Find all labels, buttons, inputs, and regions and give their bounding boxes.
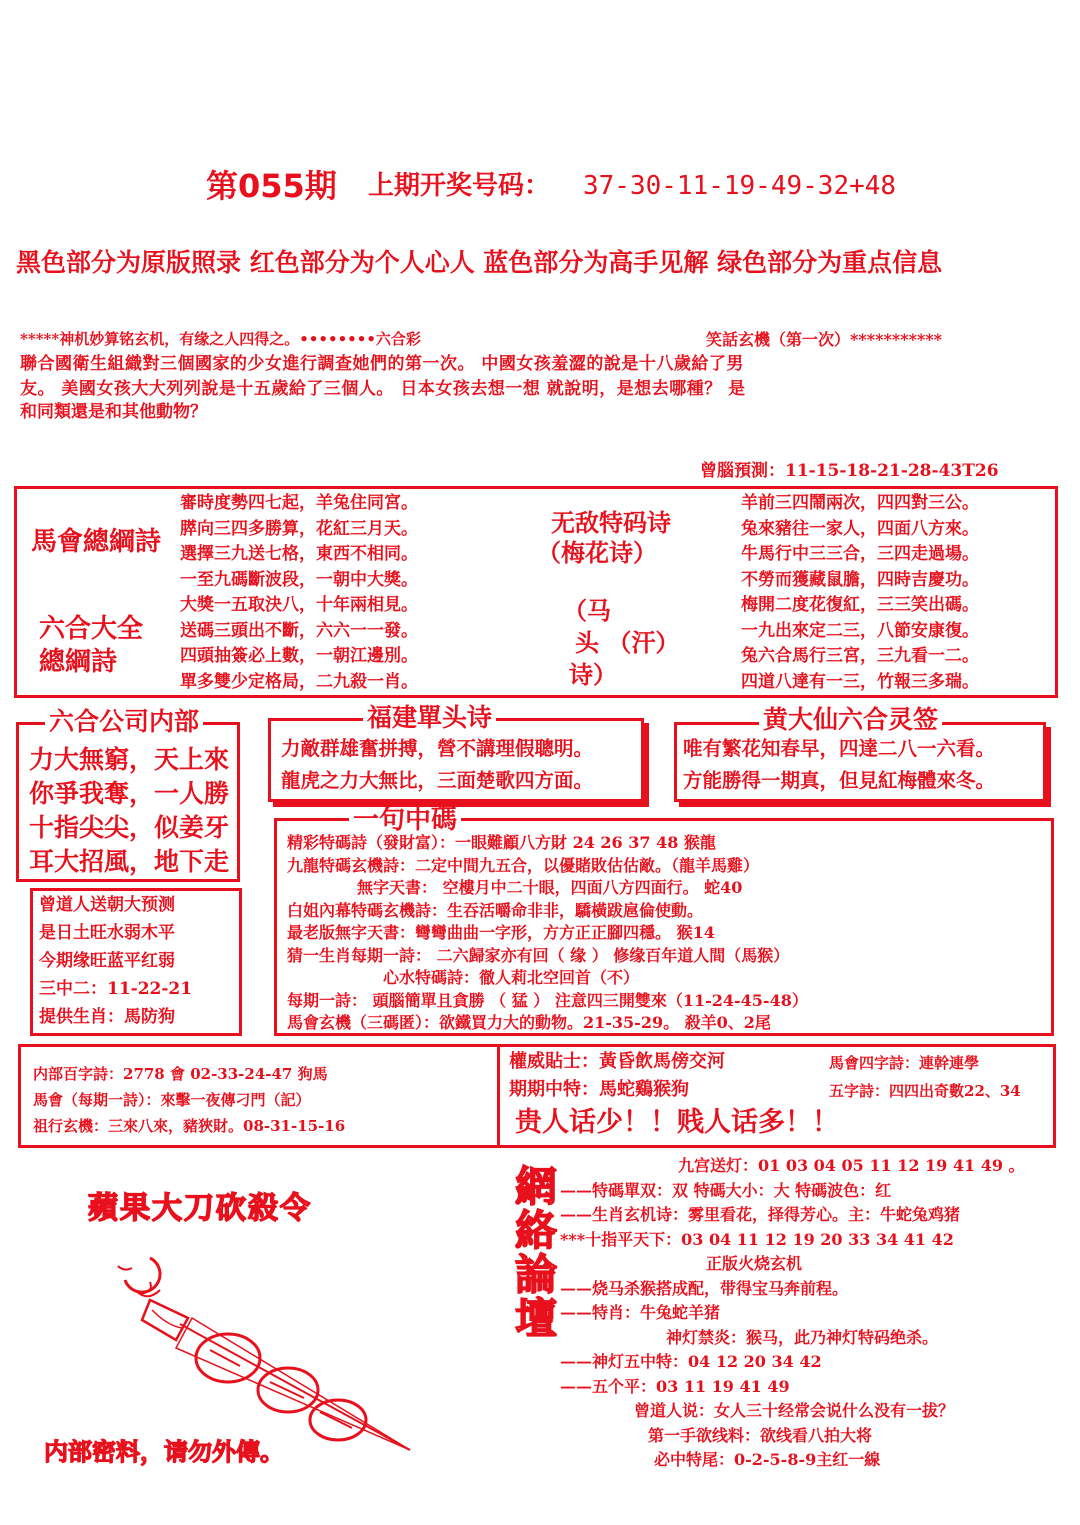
poem-left-line: 一至九碼斷波段，一朝中大獎。 xyxy=(180,569,418,590)
yiju-line: 精彩特碼詩（發財富）：一眼難顧八方財 24 26 37 48 猴龍 xyxy=(287,833,716,852)
forum-line: ——神灯五中特：04 12 20 34 42 xyxy=(560,1352,822,1371)
company-box xyxy=(16,707,240,882)
fujian-lines xyxy=(281,739,593,803)
forum-line: 必中特尾：0-2-5-8-9主红一線 xyxy=(654,1450,881,1469)
fujian-line: 力敵群雄奮拼搏，營不講理假聰明。 xyxy=(281,737,594,760)
poem-left-line: 膵向三四多勝算，花紅三月天。 xyxy=(180,518,418,539)
huangdaxian-lines xyxy=(683,739,995,803)
last-draw-numbers: 37-30-11-19-49-32+48 xyxy=(583,171,897,201)
poem-right xyxy=(741,495,979,699)
lower-right-fiveword: 五字詩：四四出奇數22、34 xyxy=(829,1082,1021,1100)
joke-line4: 和同類還是和其他動物？ xyxy=(20,402,207,422)
forum-line: 曾道人说：女人三十经常会说什么没有一拔？ xyxy=(634,1401,955,1420)
title-liuhe-b: 總綱詩 xyxy=(39,647,118,677)
poem-right-line: 羊前三四鬧兩次，四四對三公。 xyxy=(741,493,979,513)
company-line: 十指尖尖，似姜牙 xyxy=(29,813,230,842)
title-meihua: （梅花诗） xyxy=(537,538,657,567)
lower-right-slogan: 贵人话少！！贱人话多！！ xyxy=(515,1107,839,1138)
poem-right-line: 兔來豬往一家人，四面八方來。 xyxy=(741,518,979,539)
joke-line3: 友。 美國女孩大大列列說是十五歲給了三個人。 日本女孩去想一想 就說明，是想去哪種？ 是 xyxy=(20,379,746,399)
company-lines xyxy=(29,747,229,883)
joke-line1-prefix: *****神机妙算铭玄机，有缘之人四得之。••••••••六合彩 xyxy=(20,330,421,348)
poem-left-line: 送碼三頭出不斷，六六一一發。 xyxy=(180,620,418,641)
forecast: 曾腦預測：11-15-18-21-28-43T26 xyxy=(700,461,999,481)
company-line: 你爭我奪，一人勝 xyxy=(29,779,230,808)
apple-title: 蘋果大刀砍殺令 xyxy=(88,1191,312,1226)
yiju-line: 馬會玄機（三碼匿）：欲鐵買力大的動物。21-35-29。 殺羊0、2尾 xyxy=(287,1013,771,1032)
title-ma-3: 诗） xyxy=(569,660,617,689)
apple-bottom: 内部密料，请勿外傳。 xyxy=(44,1437,284,1466)
lower-left-line2: 馬會（每期一詩）：來擊一夜傳刁門（記） xyxy=(33,1091,311,1109)
poem-right-line: 四道八達有一三，竹報三多瑞。 xyxy=(741,671,979,692)
poem-right-line: 一九出來定二三，八節安康復。 xyxy=(741,620,979,641)
fujian-line: 龍虎之力大無比，三面楚歌四方面。 xyxy=(281,769,594,792)
issue-number: 第055期 xyxy=(206,167,337,205)
huangdaxian-line: 唯有繁花知春早，四達二八一六看。 xyxy=(683,737,996,760)
forum-line: 九宫送灯：01 03 04 05 11 12 19 41 49 。 xyxy=(678,1156,1025,1175)
forum-line: ***十指平天下：03 04 11 12 19 20 33 34 41 42 xyxy=(560,1229,954,1249)
poem-right-line: 牛馬行中三三合，三四走過場。 xyxy=(741,544,979,564)
lower-right-tips: 權威貼士：黃昏飲馬傍交河 xyxy=(509,1051,725,1072)
forum-line: ——生肖玄机诗：雾里看花，择得芳心。主：牛蛇兔鸡猪 xyxy=(560,1205,961,1224)
company-title: 六合公司内部 xyxy=(45,709,203,734)
lower-right-fourword: 馬會四字詩：連幹連學 xyxy=(829,1054,980,1072)
yiju-lines xyxy=(287,835,808,1038)
yiju-line: 猜一生肖每期一詩： 二六歸家亦有回（ 缘 ） 修缘百年道人間（馬猴） xyxy=(287,945,790,965)
poem-left-line: 選擇三九送七格，東西不相同。 xyxy=(180,544,418,564)
yiju-line: 無字天書： 空樓月中二十眼，四面八方四面行。 蛇40 xyxy=(357,878,743,897)
title-ma-2: 头 （汗） xyxy=(575,628,680,657)
huangdaxian-title: 黄大仙六合灵签 xyxy=(759,707,942,732)
forum-line: ——特肖：牛兔蛇羊猪 xyxy=(560,1303,721,1322)
yiju-box xyxy=(274,805,1054,1036)
forum-line: ——特碼單双：双 特碼大小：大 特碼波色：红 xyxy=(560,1180,892,1200)
poem-left-line: 四頭抽簽必上數，一朝江邊別。 xyxy=(180,646,418,666)
lower-box xyxy=(18,1044,1056,1148)
forum-title: 網絡論壇 xyxy=(509,1164,558,1340)
fujian-title: 福建單头诗 xyxy=(363,705,496,730)
lower-left-line1: 内部百字詩：2778 會 02-33-24-47 狗馬 xyxy=(33,1065,328,1083)
lower-divider xyxy=(497,1047,500,1145)
yiju-line: 九龍特碼玄機詩：二定中間九五合，以優賭敗估估敵。（龍羊馬雞） xyxy=(287,855,760,875)
yiju-line: 白姐內幕特碼玄機詩：生吞活嚼命非非，驕橫跋扈倫使動。 xyxy=(287,900,704,920)
zengdao-line: 今期缘旺蓝平红弱 xyxy=(39,951,175,971)
lower-left-line3: 祖行玄機：三來八來，豬狹財。08-31-15-16 xyxy=(33,1117,346,1135)
poem-left-line: 大獎一五取決八，十年兩相見。 xyxy=(180,595,418,615)
poem-left xyxy=(180,495,418,699)
forum-line: ——烧马杀猴搭成配，带得宝马奔前程。 xyxy=(560,1278,849,1298)
zengdao-line: 是日土旺水弱木平 xyxy=(39,923,175,943)
company-line: 力大無窮，天上來 xyxy=(29,745,230,774)
zengdao-line: 三中二：11-22-21 xyxy=(39,979,193,999)
main-poem-box xyxy=(14,486,1058,698)
title-mahui-poem: 馬會總綱詩 xyxy=(31,527,162,557)
title-liuhe-a: 六合大全 xyxy=(39,614,144,644)
title-wudi: 无敌特码诗 xyxy=(551,508,671,537)
forum-line: 神灯禁炎：猴马，此乃神灯特码绝杀。 xyxy=(666,1327,939,1347)
yiju-title: 一句中碼 xyxy=(349,807,461,833)
yiju-line: 每期一詩： 頭腦簡單且貪勝 （ 猛 ） 注意四三開雙來（11-24-45-48） xyxy=(287,990,808,1010)
yiju-line: 最老版無字天書：彎彎曲曲一字形，方方正正腳四穩。 猴14 xyxy=(287,923,715,942)
zengdao-line: 曾道人送朝大预测 xyxy=(39,895,175,915)
forum-line: 第一手欲线料：欲线看八拍大将 xyxy=(648,1425,873,1445)
zengdao-line: 提供生肖：馬防狗 xyxy=(39,1007,175,1027)
joke-line2: 聯合國衛生組織對三個國家的少女進行調查她們的第一次。 中國女孩羞澀的說是十八歲給了男 xyxy=(20,354,744,374)
huangdaxian-line: 方能勝得一期真，但見紅梅體來冬。 xyxy=(683,769,996,792)
poem-right-line: 兔六合馬行三宮，三九看一二。 xyxy=(741,646,979,666)
zengdao-box xyxy=(30,888,242,1036)
fujian-box xyxy=(268,703,644,802)
forum-line: ——五个平：03 11 19 41 49 xyxy=(560,1376,790,1396)
last-draw-label: 上期开奖号码： xyxy=(368,171,551,201)
yiju-line: 心水特碼詩：徹人莉北空回首（不） xyxy=(383,968,640,987)
poem-left-line: 審時度勢四七起，羊兔住同宮。 xyxy=(180,493,418,513)
poem-left-line: 單多雙少定格局，二九殺一肖。 xyxy=(180,671,418,692)
forum-line: 正版火烧玄机 xyxy=(706,1254,803,1273)
sword-icon xyxy=(80,1240,440,1460)
zengdao-lines xyxy=(39,897,192,1037)
title-ma-1: （马 xyxy=(563,596,611,625)
company-line: 耳大招風，地下走 xyxy=(29,847,230,876)
forum-lines xyxy=(560,1158,1025,1477)
huangdaxian-box xyxy=(674,705,1046,802)
color-legend: 黑色部分为原版照录 红色部分为个人心人 蓝色部分为高手见解 绿色部分为重点信息 xyxy=(16,248,943,277)
lower-right-special: 期期中特：馬蛇鷄猴狗 xyxy=(509,1079,689,1100)
joke-line1-suffix: 笑話玄機（第一次）*********** xyxy=(706,330,943,349)
poem-right-line: 不勞而獲藏鼠膽，四時吉慶功。 xyxy=(741,569,979,590)
poem-right-line: 梅開二度花復紅，三三笑出碼。 xyxy=(741,595,979,615)
